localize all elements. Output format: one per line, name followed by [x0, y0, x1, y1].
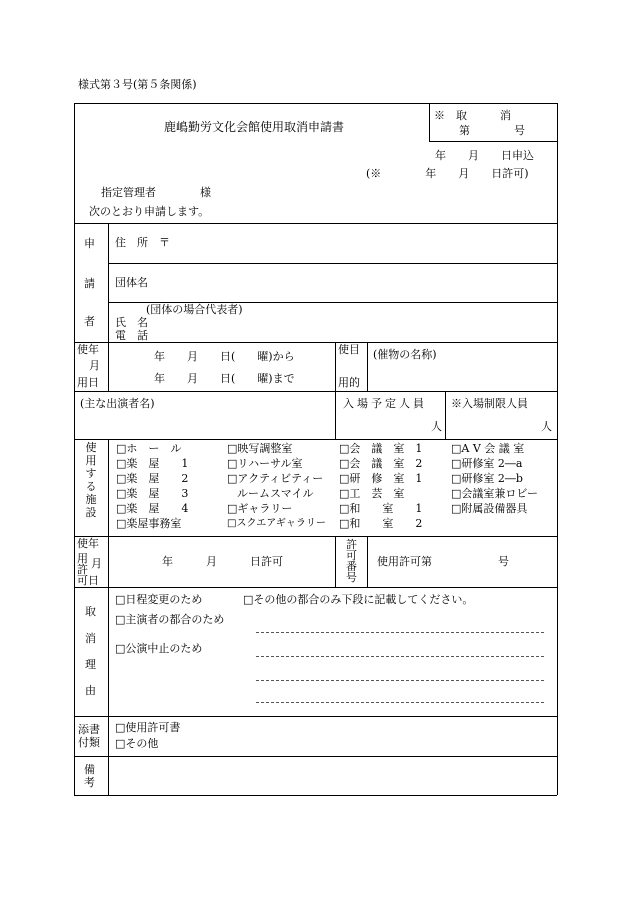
name-field[interactable]: 氏 名 — [115, 316, 148, 329]
attendance-label: 入場予定人員 — [343, 397, 427, 410]
receipt-cancel-label: ※ 取 消 — [434, 109, 511, 122]
facility-square-gallery[interactable]: □スクエアギャラリー — [227, 518, 326, 529]
applicant-label-3: 者 — [84, 315, 95, 328]
facility-dressing-4[interactable]: □楽 屋 4 — [116, 502, 189, 515]
permit-date-label-r: 許 — [77, 563, 88, 576]
attachment-other[interactable]: □その他 — [115, 737, 159, 750]
attachment-permit[interactable]: □使用許可書 — [115, 721, 181, 734]
facility-japanese-room-1[interactable]: □和 室 1 — [339, 502, 423, 515]
reason-performer[interactable]: □主演者の都合のため — [115, 613, 225, 626]
facility-dressing-3[interactable]: □楽 屋 3 — [116, 487, 189, 500]
usage-date-label-mid: 月 — [89, 359, 100, 372]
facility-meeting-1[interactable]: □会 議 室 1 — [339, 442, 423, 455]
reason-label-2: 消 — [85, 632, 96, 645]
address-field[interactable]: 住 所 〒 — [115, 236, 170, 249]
facility-rehearsal-room[interactable]: □リハーサル室 — [227, 457, 303, 470]
reason-cancelled[interactable]: □公演中止のため — [115, 642, 203, 655]
facility-training-1[interactable]: □研 修 室 1 — [339, 472, 423, 485]
remarks-field[interactable] — [110, 758, 555, 794]
attachments-label-top: 添書 — [78, 723, 100, 736]
intro-text: 次のとおり申請します。 — [89, 205, 210, 218]
permit-number-field[interactable]: 使用許可第 号 — [377, 555, 509, 568]
usage-date-label-top: 使年 — [77, 343, 99, 356]
event-name-field[interactable]: (催物の名称) — [373, 348, 437, 361]
limit-unit: 人 — [541, 420, 552, 433]
receipt-number-label: 第 号 — [459, 124, 525, 137]
usage-date-label-bot: 用日 — [77, 376, 99, 389]
remarks-label-2: 考 — [84, 776, 95, 789]
facility-hall[interactable]: □ホ ー ル — [116, 442, 182, 455]
facility-equipment[interactable]: □附属設備器具 — [451, 502, 528, 515]
facility-gallery[interactable]: □ギャラリー — [227, 502, 293, 515]
facility-av-meeting[interactable]: □A V 会 議 室 — [451, 442, 525, 455]
facility-activity-room-sub: ルームスマイル — [237, 487, 314, 500]
form-title: 鹿嶋勤労文化会館使用取消申請書 — [164, 120, 345, 134]
reason-schedule-change[interactable]: □日程変更のため — [115, 593, 203, 606]
permit-date-label-mid: 月 — [91, 557, 102, 570]
permit-date-field[interactable]: 年 月 日許可 — [162, 555, 283, 568]
facility-training-2b[interactable]: □研修室 2―b — [451, 472, 523, 485]
facility-activity-room[interactable]: □アクティビティー — [227, 472, 324, 485]
facility-dressing-1[interactable]: □楽 屋 1 — [116, 457, 189, 470]
facility-dressing-office[interactable]: □楽屋事務室 — [116, 517, 182, 530]
performers-field[interactable]: (主な出演者名) — [80, 397, 155, 410]
attachments-label-bot: 付類 — [78, 736, 100, 749]
purpose-label-top: 使目 — [338, 343, 360, 356]
facility-training-2a[interactable]: □研修室 2―a — [451, 457, 523, 470]
permit-date-label-l: 用 — [77, 552, 88, 565]
limit-label: ※入場制限人員 — [451, 397, 528, 410]
facility-meeting-2[interactable]: □会 議 室 2 — [339, 457, 423, 470]
facility-meeting-lobby[interactable]: □会議室兼ロビー — [451, 487, 538, 500]
applicant-label-1: 申 — [84, 237, 95, 250]
permit-number-label-4: 号 — [346, 571, 357, 584]
usage-date-to[interactable]: 年 月 日( 曜)まで — [154, 372, 295, 385]
permit-number-label-1: 許 — [346, 538, 357, 551]
applicant-label-2: 請 — [84, 277, 95, 290]
permit-date-label-bot: 可日 — [77, 574, 99, 587]
permit-number-label-2: 可 — [346, 549, 357, 562]
facility-projection-room[interactable]: □映写調整室 — [227, 442, 293, 455]
facility-japanese-room-2[interactable]: □和 室 2 — [339, 517, 423, 530]
facilities-label: 使用する施設 — [85, 441, 97, 519]
facility-dressing-2[interactable]: □楽 屋 2 — [116, 472, 189, 485]
permit-date-note: (※ 年 月 日許可) — [366, 167, 529, 180]
attendance-unit: 人 — [431, 420, 442, 433]
facility-craft-room[interactable]: □工 芸 室 — [339, 487, 405, 500]
phone-field[interactable]: 電 話 — [115, 329, 148, 342]
usage-date-from[interactable]: 年 月 日( 曜)から — [154, 350, 295, 363]
representative-note: (団体の場合代表者) — [146, 303, 243, 316]
permit-number-label-3: 番 — [346, 560, 357, 573]
reason-label-1: 取 — [85, 605, 96, 618]
addressee[interactable]: 指定管理者 様 — [101, 186, 211, 199]
reason-label-4: 由 — [85, 684, 96, 697]
reason-label-3: 理 — [85, 658, 96, 671]
form-number: 様式第３号(第５条関係) — [78, 78, 197, 91]
application-date[interactable]: 年 月 日申込 — [435, 149, 534, 162]
permit-date-label-top: 使年 — [77, 537, 99, 550]
purpose-label-bot: 用的 — [338, 376, 360, 389]
remarks-label-1: 備 — [84, 763, 95, 776]
org-name-field[interactable]: 団体名 — [115, 276, 148, 289]
reason-other[interactable]: □その他の都合のみ下段に記載してください。 — [243, 593, 474, 606]
